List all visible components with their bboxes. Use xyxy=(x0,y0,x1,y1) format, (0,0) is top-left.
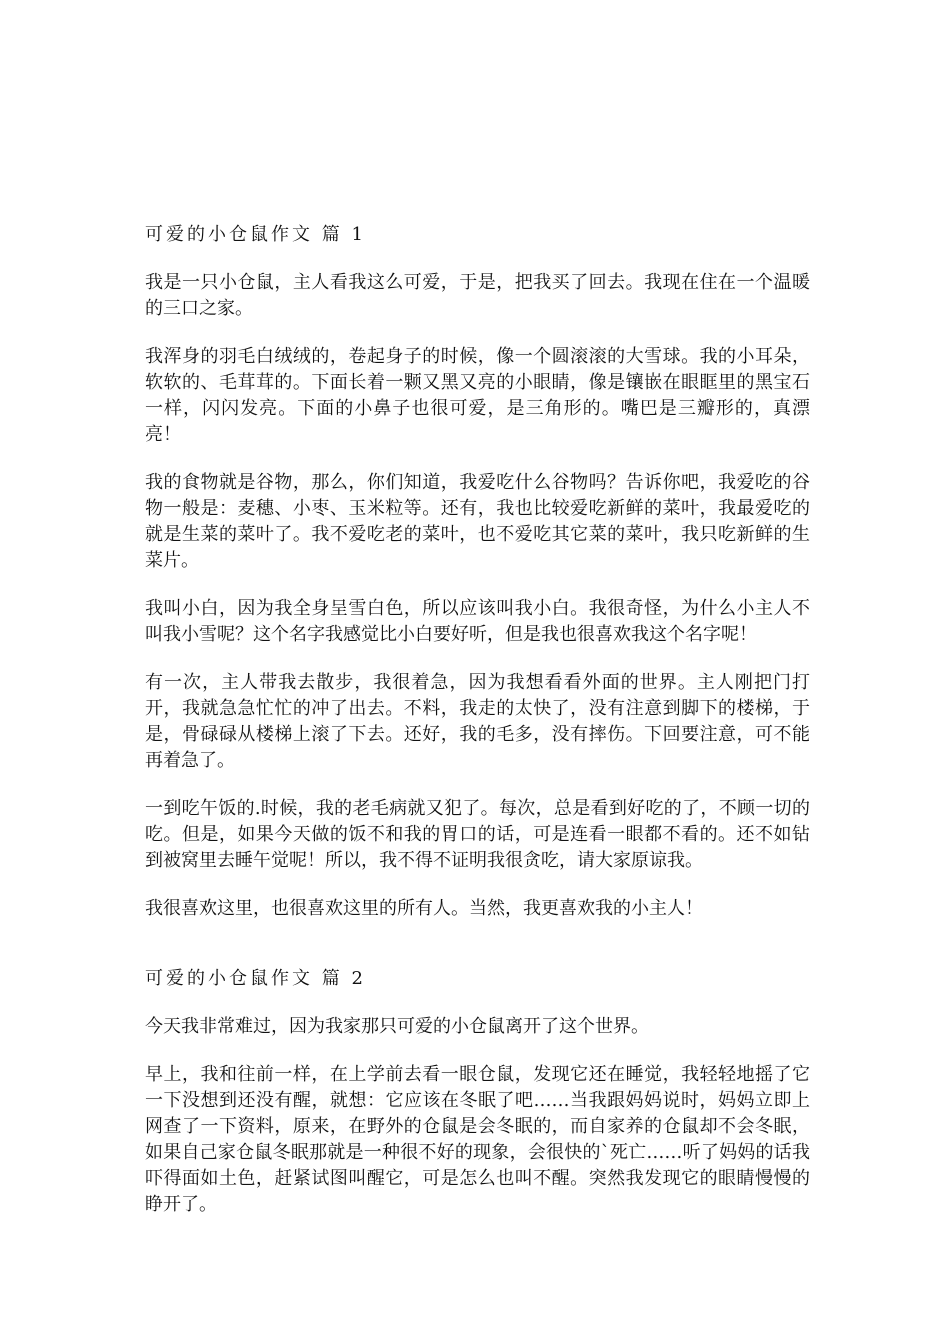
paragraph: 今天我非常难过，因为我家那只可爱的小仓鼠离开了这个世界。 xyxy=(145,1016,649,1037)
paragraph: 我是一只小仓鼠，主人看我这么可爱，于是，把我买了回去。我现在住在一个温暖的三口之家。 xyxy=(145,272,810,319)
section-1-title: 可爱的小仓鼠作文 篇 1 xyxy=(145,224,366,245)
paragraph: 一到吃午饭的.时候，我的老毛病就又犯了。每次，总是看到好吃的了，不顾一切的吃。但是，如果今天做的饭不和我的胃口的话，可是连看一眼都不看的。还不如钻到被窝里去睡午觉呢！所以，我不得不证明我很贪吃，请大家原谅我。 xyxy=(145,798,810,871)
paragraph: 早上，我和往前一样，在上学前去看一眼仓鼠，发现它还在睡觉，我轻轻地摇了它一下没想到还没有醒，就想：它应该在冬眠了吧……当我跟妈妈说时，妈妈立即上网查了一下资料，原来，在野外的仓鼠是会冬眠的，而自家养的仓鼠却不会冬眠，如果自己家仓鼠冬眠那就是一种很不好的现象，会很快的`死亡……听了妈妈的话我吓得面如土色，赶紧试图叫醒它，可是怎么也叫不醒。突然我发现它的眼睛慢慢的睁开了。 xyxy=(145,1064,810,1215)
paragraph: 我很喜欢这里，也很喜欢这里的所有人。当然，我更喜欢我的小主人！ xyxy=(145,898,703,919)
section-2-title: 可爱的小仓鼠作文 篇 2 xyxy=(145,968,366,989)
document-page xyxy=(145,222,810,1240)
paragraph: 我浑身的羽毛白绒绒的，卷起身子的时候，像一个圆滚滚的大雪球。我的小耳朵，软软的、毛茸茸的。下面长着一颗又黑又亮的小眼睛，像是镶嵌在眼眶里的黑宝石一样，闪闪发亮。下面的小鼻子也很可爱，是三角形的。嘴巴是三瓣形的，真漂亮！ xyxy=(145,346,810,445)
section-1 xyxy=(145,222,810,922)
section-2 xyxy=(145,966,810,1218)
paragraph: 我的食物就是谷物，那么，你们知道，我爱吃什么谷物吗？告诉你吧，我爱吃的谷物一般是：麦穗、小枣、玉米粒等。还有，我也比较爱吃新鲜的菜叶，我最爱吃的就是生菜的菜叶了。我不爱吃老的菜叶，也不爱吃其它菜的菜叶，我只吃新鲜的生菜片。 xyxy=(145,472,810,571)
paragraph: 有一次，主人带我去散步，我很着急，因为我想看看外面的世界。主人刚把门打开，我就急急忙忙的冲了出去。不料，我走的太快了，没有注意到脚下的楼梯，于是，骨碌碌从楼梯上滚了下去。还好，我的毛多，没有摔伤。下回要注意，可不能再着急了。 xyxy=(145,672,810,771)
paragraph: 我叫小白，因为我全身呈雪白色，所以应该叫我小白。我很奇怪，为什么小主人不叫我小雪呢？这个名字我感觉比小白要好听，但是我也很喜欢我这个名字呢！ xyxy=(145,598,810,645)
